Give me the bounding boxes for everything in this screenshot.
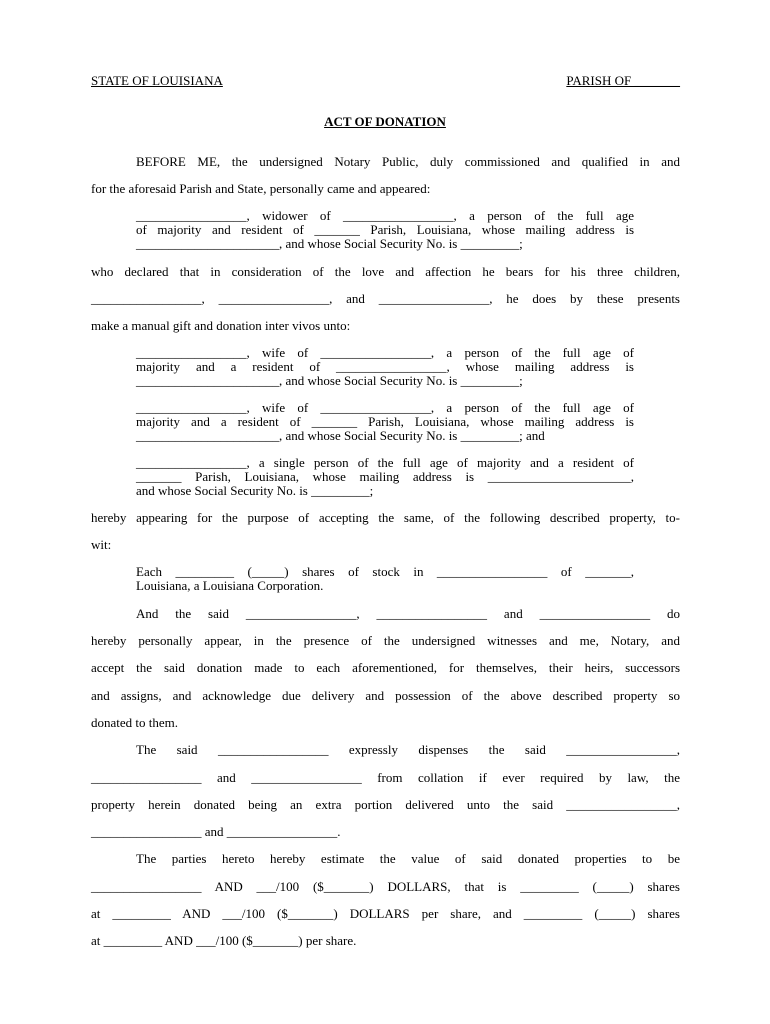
parish-heading: PARISH OF _______ (566, 73, 680, 88)
donee-block-2 (136, 401, 634, 443)
block-line: _________________, a single person of the full age of majority and a resident of (136, 455, 634, 470)
block-line: Louisiana, a Louisiana Corporation. (136, 578, 324, 593)
block-line: ______________________, and whose Social Security No. is _________; (136, 373, 523, 388)
property-block (136, 565, 634, 593)
paragraph-line: at _________ AND ___/100 ($_______) DOLLARS per share, and _________ (_____) shares (91, 906, 680, 921)
paragraph-line: hereby personally appear, in the presence of the undersigned witnesses and me, Notary, and (91, 633, 680, 648)
paragraph-line: and assigns, and acknowledge due delivery and possession of the above described property so (91, 688, 680, 703)
paragraph-line: make a manual gift and donation inter vivos unto: (91, 318, 351, 333)
donee-block-3 (136, 456, 634, 498)
block-line: majority and a resident of _________________, whose mailing address is (136, 359, 634, 374)
block-line: Each _________ (_____) shares of stock in _________________ of _______, (136, 564, 634, 579)
paragraph-line: And the said _________________, _________________ and _________________ do (136, 606, 680, 621)
paragraph-line: accept the said donation made to each aforementioned, for themselves, their heirs, successors (91, 660, 680, 675)
donee-block-1 (136, 346, 634, 388)
block-line: _________________, wife of _________________, a person of the full age of (136, 400, 634, 415)
paragraph-line: hereby appearing for the purpose of accepting the same, of the following described property, to- (91, 510, 680, 525)
block-line: and whose Social Security No. is _________; (136, 483, 374, 498)
paragraph-line: _________________ AND ___/100 ($_______) DOLLARS, that is _________ (_____) shares (91, 879, 680, 894)
paragraph-line: donated to them. (91, 715, 179, 730)
paragraph-line: _________________ and _________________. (91, 824, 341, 839)
paragraph-line: at _________ AND ___/100 ($_______) per share. (91, 933, 357, 948)
paragraph-line: The parties hereto hereby estimate the value of said donated properties to be (136, 851, 680, 866)
block-line: ______________________, and whose Social Security No. is _________; and (136, 428, 545, 443)
block-line: of majority and resident of _______ Parish, Louisiana, whose mailing address is (136, 222, 634, 237)
block-line: _______ Parish, Louisiana, whose mailing address is ______________________, (136, 469, 634, 484)
paragraph-line: The said _________________ expressly dispenses the said _________________, (136, 742, 680, 757)
paragraph-line: property herein donated being an extra portion delivered unto the said _________________, (91, 797, 680, 812)
block-line: _________________, wife of _________________, a person of the full age of (136, 345, 634, 360)
paragraph-line: wit: (91, 537, 112, 552)
block-line: ______________________, and whose Social Security No. is _________; (136, 236, 523, 251)
paragraph-line: _________________ and _________________ from collation if ever required by law, the (91, 770, 680, 785)
state-heading: STATE OF LOUISIANA (91, 73, 223, 88)
block-line: _________________, widower of _________________, a person of the full age (136, 208, 634, 223)
paragraph-line: BEFORE ME, the undersigned Notary Public, duly commissioned and qualified in and (136, 154, 680, 169)
block-line: majority and a resident of _______ Parish, Louisiana, whose mailing address is (136, 414, 634, 429)
document-title: ACT OF DONATION (324, 114, 446, 129)
paragraph-line: _________________, _________________, and _________________, he does by these presents (91, 291, 680, 306)
paragraph-line: who declared that in consideration of the love and affection he bears for his three children, (91, 264, 680, 279)
appearer-block (136, 209, 634, 251)
paragraph-line: for the aforesaid Parish and State, personally came and appeared: (91, 181, 431, 196)
